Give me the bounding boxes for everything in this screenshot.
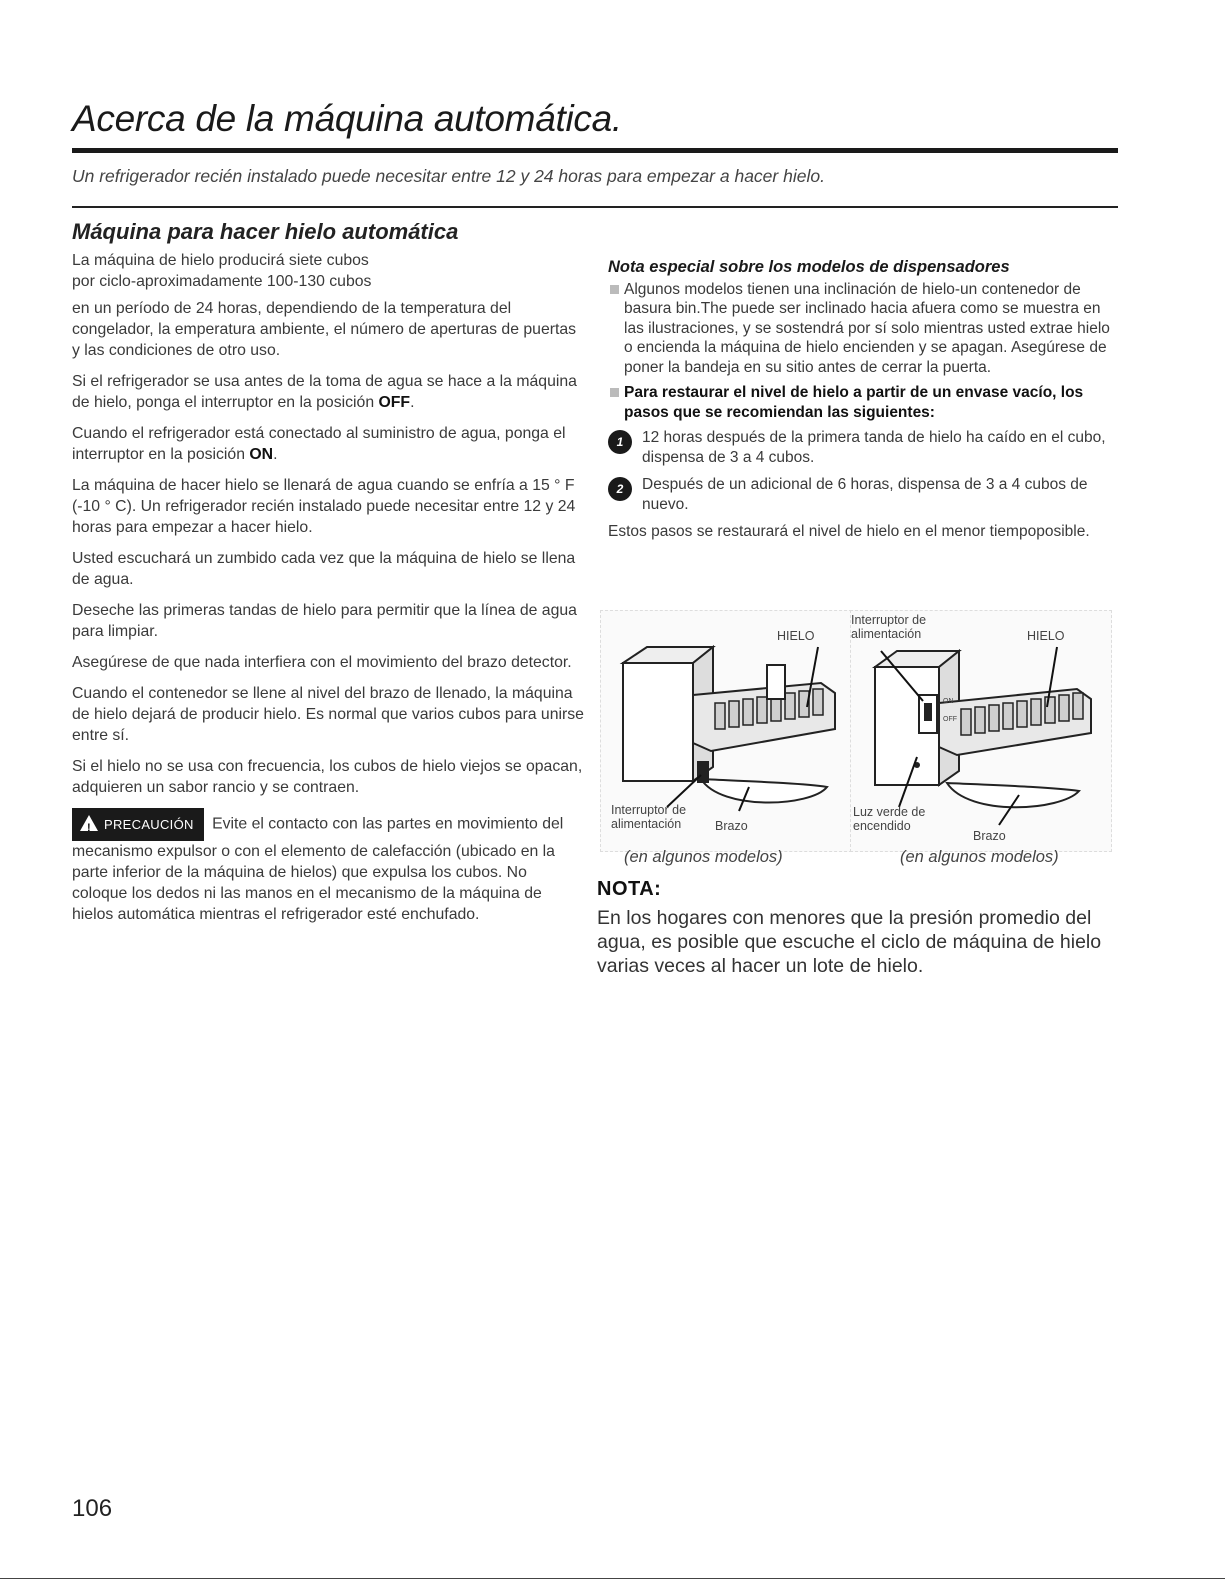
paragraph: Asegúrese de que nada interfiera con el movimiento del brazo detector.	[72, 654, 572, 671]
nota-text: En los hogares con menores que la presión promedio del agua, es posible que escuche el ciclo de máquina de hielo varias veces al hacer un lote de hielo.	[597, 907, 1102, 977]
paragraph: La máquina de hacer hielo se llenará de agua cuando se enfría a 15 ° F (-10 ° C). Un refrigerador recién instalado puede necesitar entre 12 y 24 horas para empezar a hacer hielo.	[72, 477, 576, 536]
label-power-switch: Interruptor de alimentación	[611, 803, 687, 831]
label-power-switch: Interruptor de alimentación	[851, 613, 927, 641]
paragraph-line: La máquina de hielo producirá siete cubos	[72, 252, 369, 269]
restore-note: Estos pasos se restaurará el nivel de hielo en el menor tiempoposible.	[608, 523, 1090, 540]
caution-badge	[72, 808, 204, 841]
figure-caption-left: (en algunos modelos)	[624, 848, 783, 866]
step-number-icon: 2	[608, 477, 632, 501]
page-subtitle: Un refrigerador recién instalado puede necesitar entre 12 y 24 horas para empezar a hacer hielo.	[72, 166, 825, 186]
step-text: 12 horas después de la primera tanda de hielo ha caído en el cubo, dispensa de 3 a 4 cubos.	[642, 429, 1106, 466]
label-off: OFF	[943, 716, 957, 723]
bottom-rule	[0, 1578, 1225, 1579]
paragraph	[72, 371, 584, 413]
label-arm: Brazo	[973, 829, 1006, 843]
page-title: Acerca de la máquina automática.	[72, 98, 622, 139]
label-green-light: Luz verde de encendido	[853, 805, 926, 833]
ice-maker-illustration-left	[600, 610, 862, 852]
paragraph-text: .	[410, 394, 415, 411]
paragraph: Usted escuchará un zumbido cada vez que la máquina de hielo se llena de agua.	[72, 550, 576, 588]
step-2	[608, 475, 1118, 514]
label-on: ON	[943, 698, 954, 705]
caution-block	[72, 808, 584, 925]
step-1	[608, 428, 1118, 467]
figure-caption-right: (en algunos modelos)	[900, 848, 1059, 866]
right-column	[608, 258, 1118, 542]
label-arm: Brazo	[715, 819, 748, 833]
bullet-icon	[610, 388, 619, 397]
paragraph: Cuando el contenedor se llene al nivel del brazo de llenado, la máquina de hielo dejará de producir hielo. Es normal que varios cubos para unirse entre sí.	[72, 685, 584, 744]
step-number-icon: 1	[608, 430, 632, 454]
section-title: Máquina para hacer hielo automática	[72, 219, 459, 244]
paragraph: en un período de 24 horas, dependiendo de la temperatura del congelador, la emperatura ambiente, el número de aperturas de puertas y las condiciones de otro uso.	[72, 300, 577, 359]
list-item	[608, 280, 1118, 378]
note-title: Nota especial sobre los modelos de dispensadores	[608, 258, 1010, 276]
nota-title: NOTA:	[597, 878, 662, 900]
on-label: ON	[249, 446, 274, 463]
page-number: 106	[72, 1495, 113, 1522]
paragraph-text: Si el refrigerador se usa antes de la toma de agua se hace a la máquina de hielo, ponga el interruptor en la posición	[72, 373, 577, 411]
paragraph: Si el hielo no se usa con frecuencia, los cubos de hielo viejos se opacan, adquieren un sabor rancio y se contraen.	[72, 758, 583, 796]
list-item-text: Algunos modelos tienen una inclinación de hielo-un contenedor de basura bin.The puede ser inclinado hacia afuera como se muestra en las ilustraciones, y se sostendrá por sí solo mientras usted extrae hielo o encienda la máquina de hielo encienden y se apagan. Asegúrese de poner la bandeja en su sitio antes de cerrar la puerta.	[624, 280, 1110, 376]
paragraph	[72, 250, 584, 292]
caution-text: Evite el contacto con las partes en movimiento del mecanismo expulsor o con el elemento de calefacción (ubicado en la parte inferior de la máquina de hielos) que expulsa los cubos. No coloque los dedos ni las manos en el mecanismo de la máquina de hielos automática mientras el refrigerador esté enchufado.	[72, 815, 564, 923]
warning-icon: !	[80, 815, 98, 831]
paragraph-line: por ciclo-aproximadamente 100-130 cubos	[72, 273, 372, 290]
label-ice: HIELO	[1027, 629, 1065, 643]
paragraph-text: Cuando el refrigerador está conectado al suministro de agua, ponga el interruptor en la posición	[72, 425, 566, 463]
paragraph	[72, 423, 584, 465]
paragraph-text: .	[273, 446, 278, 463]
label-ice: HIELO	[777, 629, 815, 643]
paragraph: Deseche las primeras tandas de hielo para permitir que la línea de agua para limpiar.	[72, 602, 577, 640]
list-item-text: Para restaurar el nivel de hielo a partir de un envase vacío, los pasos que se recomiendan las siguientes:	[624, 384, 1084, 421]
step-text: Después de un adicional de 6 horas, dispensa de 3 a 4 cubos de nuevo.	[642, 476, 1088, 513]
bullet-icon	[610, 285, 619, 294]
ice-maker-illustration-right	[850, 610, 1112, 852]
subtitle-rule	[72, 206, 1118, 208]
title-rule	[72, 148, 1118, 153]
list-item	[608, 383, 1118, 422]
caution-label: PRECAUCIÓN	[104, 817, 194, 832]
left-column	[72, 250, 584, 925]
off-label: OFF	[378, 394, 411, 411]
